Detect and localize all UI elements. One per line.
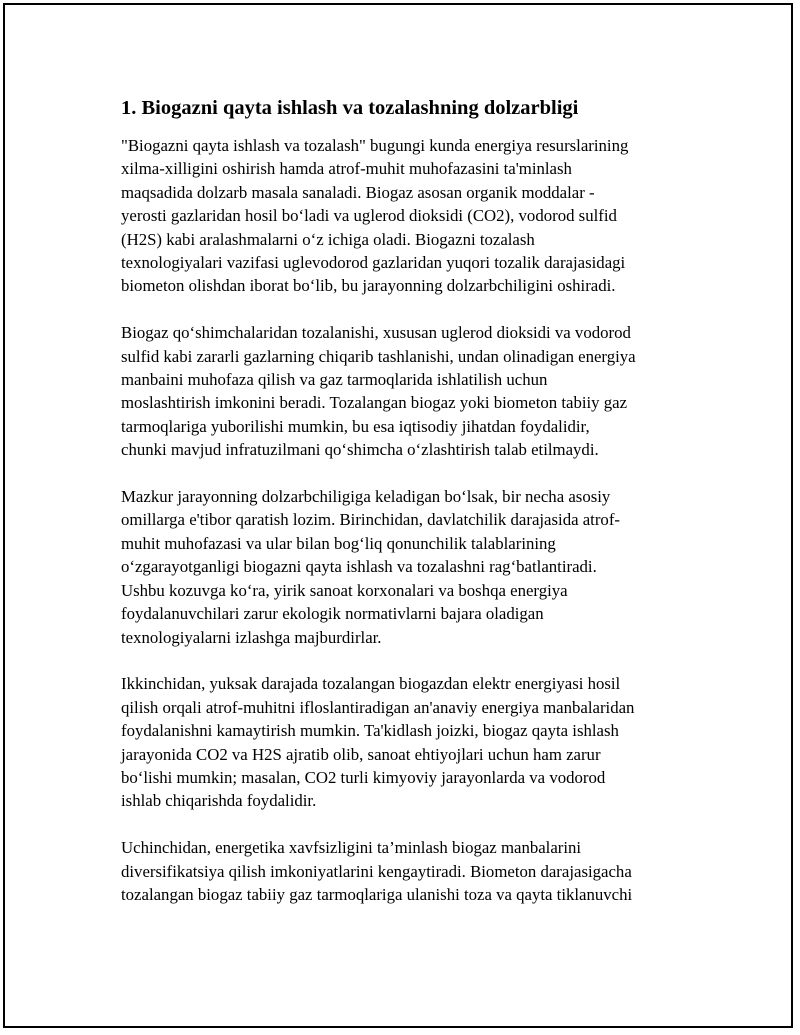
text-line: bo‘lishi mumkin; masalan, CO2 turli kimyoviy jarayonlarda va vodorod bbox=[121, 767, 606, 787]
section-heading: 1. Biogazni qayta ishlash va tozalashning dolzarbligi bbox=[121, 97, 579, 119]
text-line: o‘zgarayotganligi biogazni qayta ishlash va tozalashni rag‘batlantiradi. bbox=[121, 557, 597, 577]
text-line: ishlab chiqarishda foydalidir. bbox=[121, 791, 317, 811]
text-line: chunki mavjud infratuzilmani qo‘shimcha o‘zlashtirish talab etilmaydi. bbox=[121, 440, 599, 460]
paragraph bbox=[121, 672, 701, 812]
text-line: omillarga e'tibor qaratish lozim. Birinchidan, davlatchilik darajasida atrof- bbox=[121, 510, 620, 530]
text-line: Uchinchidan, energetika xavfsizligini ta’minlash biogaz manbalarini bbox=[121, 838, 582, 858]
paragraph bbox=[121, 134, 701, 298]
text-line: sulfid kabi zararli gazlarning chiqarib tashlanishi, undan olinadigan energiya bbox=[121, 346, 636, 366]
text-line: yerosti gazlaridan hosil bo‘ladi va uglerod dioksidi (CO2), vodorod sulfid bbox=[121, 206, 617, 226]
document-page bbox=[3, 3, 793, 1028]
text-line: Mazkur jarayonning dolzarbchiligiga keladigan bo‘lsak, bir necha asosiy bbox=[121, 487, 611, 507]
document-body bbox=[121, 95, 701, 930]
text-line: "Biogazni qayta ishlash va tozalash" bugungi kunda energiya resurslarining bbox=[121, 136, 629, 155]
paragraph bbox=[121, 321, 701, 461]
text-line: diversifikatsiya qilish imkoniyatlarini kengaytiradi. Biometon darajasigacha bbox=[121, 861, 632, 881]
text-line: foydalanishni kamaytirish mumkin. Ta'kidlash joizki, biogaz qayta ishlash bbox=[121, 721, 619, 741]
text-line: tarmoqlariga yuborilishi mumkin, bu esa iqtisodiy jihatdan foydalidir, bbox=[121, 416, 590, 436]
text-line: texnologiyalari vazifasi uglevodorod gazlaridan yuqori tozalik darajasidagi bbox=[121, 253, 626, 273]
text-line: Ikkinchidan, yuksak darajada tozalangan biogazdan elektr energiyasi hosil bbox=[121, 674, 621, 694]
text-line: Ushbu kozuvga ko‘ra, yirik sanoat korxonalari va boshqa energiya bbox=[121, 580, 568, 600]
text-line: xilma-xilligini oshirish hamda atrof-muhit muhofazasini ta'minlash bbox=[121, 159, 572, 179]
text-line: tozalangan biogaz tabiiy gaz tarmoqlariga ulanishi toza va qayta tiklanuvchi bbox=[121, 884, 633, 904]
text-line: Biogaz qo‘shimchalaridan tozalanishi, xususan uglerod dioksidi va vodorod bbox=[121, 323, 631, 343]
paragraph bbox=[121, 485, 701, 649]
text-line: biometon olishdan iborat bo‘lib, bu jarayonning dolzarbchiligini oshiradi. bbox=[121, 276, 616, 296]
text-line: (H2S) kabi aralashmalarni o‘z ichiga oladi. Biogazni tozalash bbox=[121, 229, 535, 249]
text-line: manbaini muhofaza qilish va gaz tarmoqlarida ishlatilish uchun bbox=[121, 370, 548, 390]
paragraph-container bbox=[121, 134, 701, 906]
text-line: maqsadida dolzarb masala sanaladi. Biogaz asosan organik moddalar - bbox=[121, 182, 595, 202]
text-line: muhit muhofazasi va ular bilan bog‘liq qonunchilik talablarining bbox=[121, 533, 556, 553]
text-line: qilish orqali atrof-muhitni ifloslantiradigan an'anaviy energiya manbalaridan bbox=[121, 697, 635, 717]
paragraph bbox=[121, 836, 701, 906]
text-line: moslashtirish imkonini beradi. Tozalangan biogaz yoki biometon tabiiy gaz bbox=[121, 393, 628, 413]
text-line: texnologiyalarni izlashga majburdirlar. bbox=[121, 627, 382, 647]
text-line: jarayonida CO2 va H2S ajratib olib, sanoat ehtiyojlari uchun ham zarur bbox=[121, 744, 601, 764]
text-line: foydalanuvchilari zarur ekologik normativlarni bajara oladigan bbox=[121, 604, 544, 624]
